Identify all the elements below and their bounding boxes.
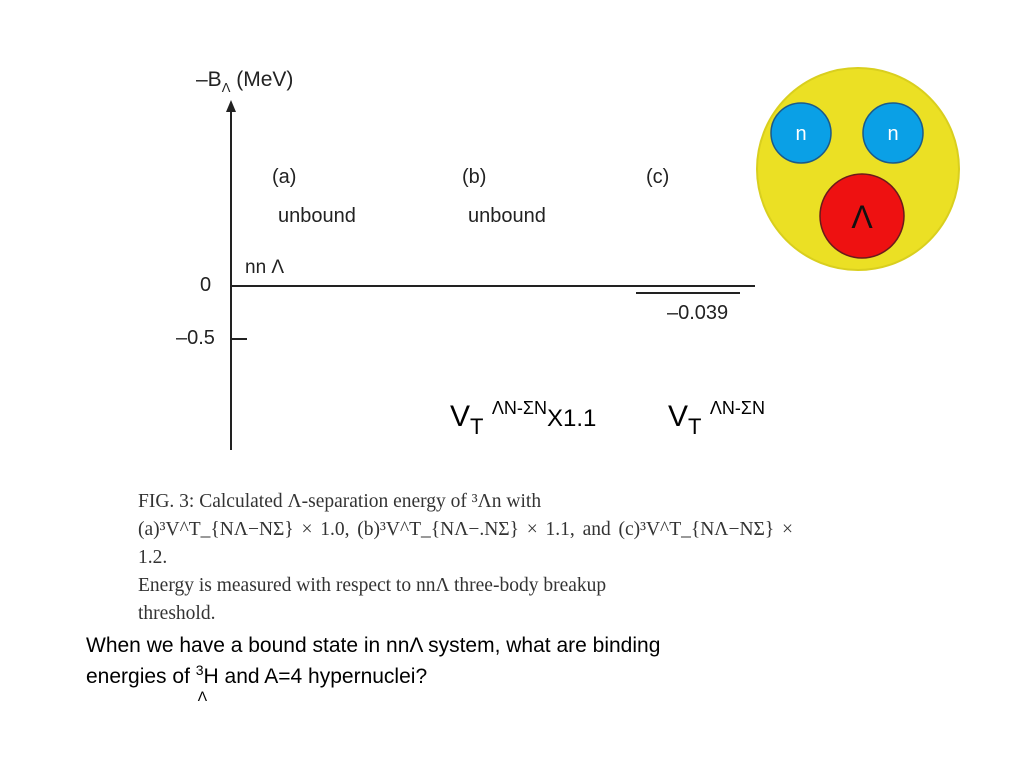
lambda-label: Λ [851, 199, 873, 235]
slide-question [86, 630, 846, 704]
question-text-end: H and A=4 hypernuclei? [203, 665, 428, 688]
potential-scale-factor: X1.1 [546, 405, 597, 432]
potential-label-c [668, 398, 765, 439]
potential-symbol: V [450, 400, 471, 433]
panel-a-letter: (a) [272, 166, 297, 188]
bound-energy-label: –0.039 [667, 302, 729, 324]
question-text-start: energies of [86, 665, 196, 688]
tick-label-minus-half: –0.5 [176, 327, 215, 349]
threshold-label: nn Λ [245, 257, 285, 278]
figure-caption [138, 488, 793, 628]
potential-subscript: T [470, 414, 484, 439]
caption-line-3: Energy is measured with respect to nnΛ three-body breakup [138, 575, 607, 596]
nnlambda-nucleus-illustration [754, 66, 964, 276]
y-axis-label [196, 68, 294, 95]
caption-line-1: FIG. 3: Calculated Λ-separation energy of ³Λn with [138, 491, 542, 512]
potential-superscript: ΛN-ΣN [491, 398, 547, 418]
tick-label-zero: 0 [200, 274, 212, 296]
potential-label-b [450, 398, 597, 439]
question-line-1: When we have a bound state in nnΛ system, what are binding [86, 634, 661, 657]
y-axis-unit: (MeV) [236, 68, 294, 91]
question-line-2: energies of $\Lambda^3H$ and A=4 hypernuclei? [86, 662, 428, 704]
y-axis-symbol: –B [196, 68, 222, 91]
caption-line-4: threshold. [138, 603, 216, 624]
y-axis-subscript: Λ [221, 80, 231, 95]
potential-symbol: V [668, 400, 689, 433]
panel-a-status: unbound [278, 205, 356, 227]
caption-line-2: (a)³V^T_{NΛ−NΣ} × 1.0, (b)³V^T_{NΛ−.NΣ} × 1.1, and (c)³V^T_{NΛ−NΣ} × 1.2. [138, 519, 793, 568]
neutron-left-label: n [795, 123, 807, 145]
hypernucleus-mass-superscript: 3 [195, 662, 204, 678]
y-axis-arrow [226, 100, 236, 112]
panel-b-letter: (b) [462, 166, 487, 188]
neutron-right-label: n [887, 123, 899, 145]
potential-subscript: T [688, 414, 702, 439]
potential-superscript: ΛN-ΣN [709, 398, 765, 418]
panel-c-letter: (c) [646, 166, 670, 188]
panel-b-status: unbound [468, 205, 546, 227]
